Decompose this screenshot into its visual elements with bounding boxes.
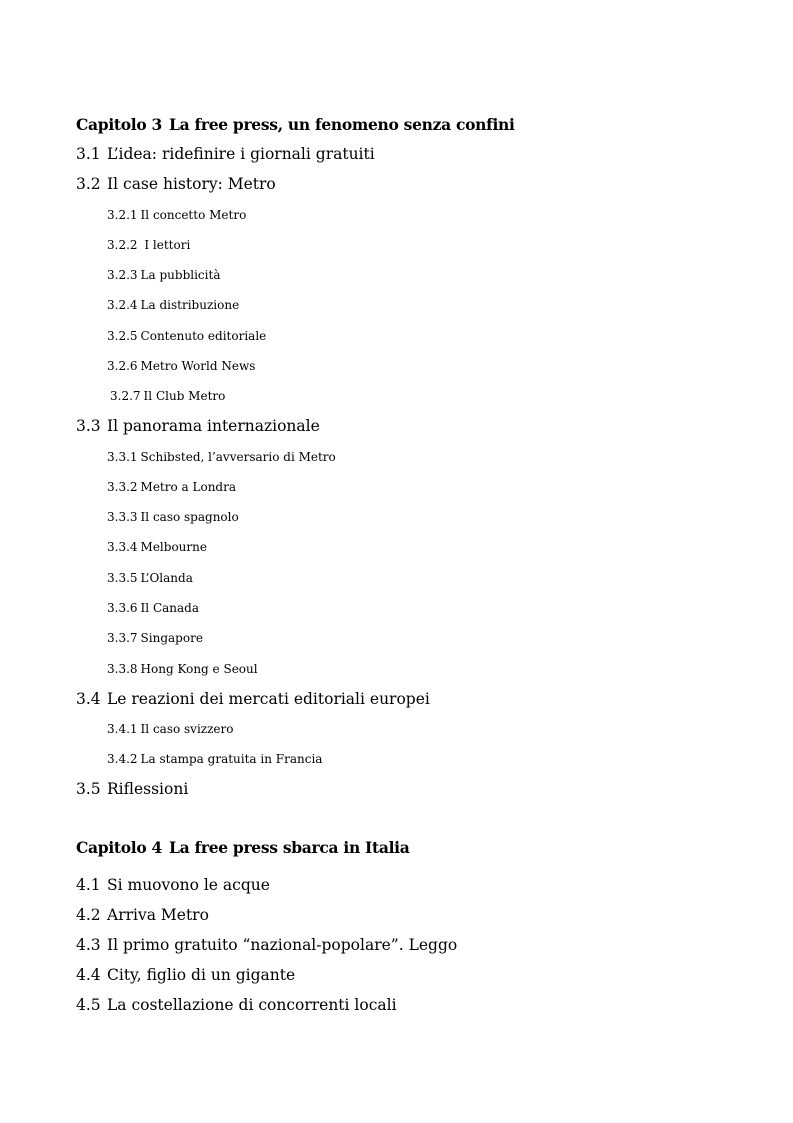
subsection-number: 3.3.7 — [107, 631, 138, 645]
section-title: L’idea: ridefinire i giornali gratuiti — [107, 145, 375, 163]
subsection-number: 3.3.5 — [107, 571, 138, 585]
toc-section — [76, 692, 430, 708]
subsection-title: Il caso svizzero — [140, 722, 234, 736]
subsection-number: 3.2.5 — [107, 329, 138, 343]
toc-section — [76, 147, 375, 163]
section-title: La costellazione di concorrenti locali — [107, 996, 397, 1014]
subsection-title: I lettori — [140, 238, 191, 252]
section-title: Arriva Metro — [107, 906, 209, 924]
toc-subsection — [107, 451, 336, 463]
subsection-title: Il concetto Metro — [140, 208, 247, 222]
section-title: Riflessioni — [107, 780, 189, 798]
toc-section — [76, 878, 270, 894]
section-number: 4.5 — [76, 996, 101, 1014]
chapter-number: Capitolo 4 — [76, 838, 163, 857]
subsection-number: 3.3.6 — [107, 601, 138, 615]
toc-subsection — [107, 602, 199, 614]
toc-subsection — [107, 330, 266, 342]
subsection-title: Melbourne — [140, 540, 207, 554]
subsection-number: 3.2.6 — [107, 359, 138, 373]
section-number: 4.3 — [76, 936, 101, 954]
toc-section — [76, 419, 320, 435]
section-title: Le reazioni dei mercati editoriali europei — [107, 690, 430, 708]
subsection-number: 3.3.1 — [107, 450, 138, 464]
subsection-number: 3.2.7 — [110, 389, 141, 403]
toc-section — [76, 908, 209, 924]
toc-section — [76, 938, 457, 954]
subsection-number: 3.3.3 — [107, 510, 138, 524]
toc-section — [76, 998, 397, 1014]
subsection-title: Metro a Londra — [140, 480, 236, 494]
subsection-number: 3.2.3 — [107, 268, 138, 282]
chapter-heading — [76, 840, 410, 856]
subsection-number: 3.3.4 — [107, 540, 138, 554]
toc-subsection — [107, 723, 234, 735]
section-title: Si muovono le acque — [107, 876, 270, 894]
section-number: 3.2 — [76, 175, 101, 193]
subsection-title: La stampa gratuita in Francia — [140, 752, 323, 766]
subsection-title: Schibsted, l’avversario di Metro — [140, 450, 336, 464]
section-title: Il panorama internazionale — [107, 417, 320, 435]
subsection-number: 3.2.2 — [107, 238, 138, 252]
subsection-number: 3.4.2 — [107, 752, 138, 766]
subsection-title: Contenuto editoriale — [140, 329, 267, 343]
toc-subsection — [107, 753, 322, 765]
subsection-title: Singapore — [140, 631, 203, 645]
toc-section — [76, 968, 295, 984]
toc-section — [76, 782, 188, 798]
subsection-number: 3.3.8 — [107, 662, 138, 676]
chapter-title: La free press, un fenomeno senza confini — [169, 115, 515, 134]
toc-subsection — [107, 360, 255, 372]
toc-subsection — [107, 511, 239, 523]
toc-subsection — [107, 541, 207, 553]
section-number: 3.3 — [76, 417, 101, 435]
subsection-number: 3.2.4 — [107, 298, 138, 312]
section-number: 3.1 — [76, 145, 101, 163]
subsection-title: La distribuzione — [140, 298, 240, 312]
toc-subsection — [107, 239, 190, 251]
section-number: 4.4 — [76, 966, 101, 984]
section-number: 4.2 — [76, 906, 101, 924]
section-title: Il case history: Metro — [107, 175, 276, 193]
section-number: 4.1 — [76, 876, 101, 894]
section-number: 3.4 — [76, 690, 101, 708]
toc-subsection — [107, 269, 220, 281]
subsection-title: Il Canada — [140, 601, 199, 615]
toc-subsection — [107, 209, 246, 221]
section-title: City, figlio di un gigante — [107, 966, 296, 984]
chapter-number: Capitolo 3 — [76, 115, 163, 134]
subsection-title: La pubblicità — [140, 268, 221, 282]
toc-subsection — [107, 632, 203, 644]
section-title: Il primo gratuito “nazional-popolare”. Leggo — [107, 936, 458, 954]
subsection-title: Il Club Metro — [143, 389, 226, 403]
toc-subsection — [107, 481, 236, 493]
subsection-title: L’Olanda — [140, 571, 193, 585]
chapter-heading — [76, 117, 515, 133]
toc-subsection — [107, 663, 258, 675]
subsection-number: 3.2.1 — [107, 208, 138, 222]
chapter-title: La free press sbarca in Italia — [169, 838, 410, 857]
toc-subsection — [107, 572, 193, 584]
toc-subsection — [107, 299, 239, 311]
subsection-number: 3.4.1 — [107, 722, 138, 736]
section-number: 3.5 — [76, 780, 101, 798]
subsection-title: Metro World News — [140, 359, 256, 373]
toc-subsection — [110, 390, 225, 402]
toc-section — [76, 177, 276, 193]
subsection-number: 3.3.2 — [107, 480, 138, 494]
subsection-title: Il caso spagnolo — [140, 510, 239, 524]
subsection-title: Hong Kong e Seoul — [140, 662, 258, 676]
